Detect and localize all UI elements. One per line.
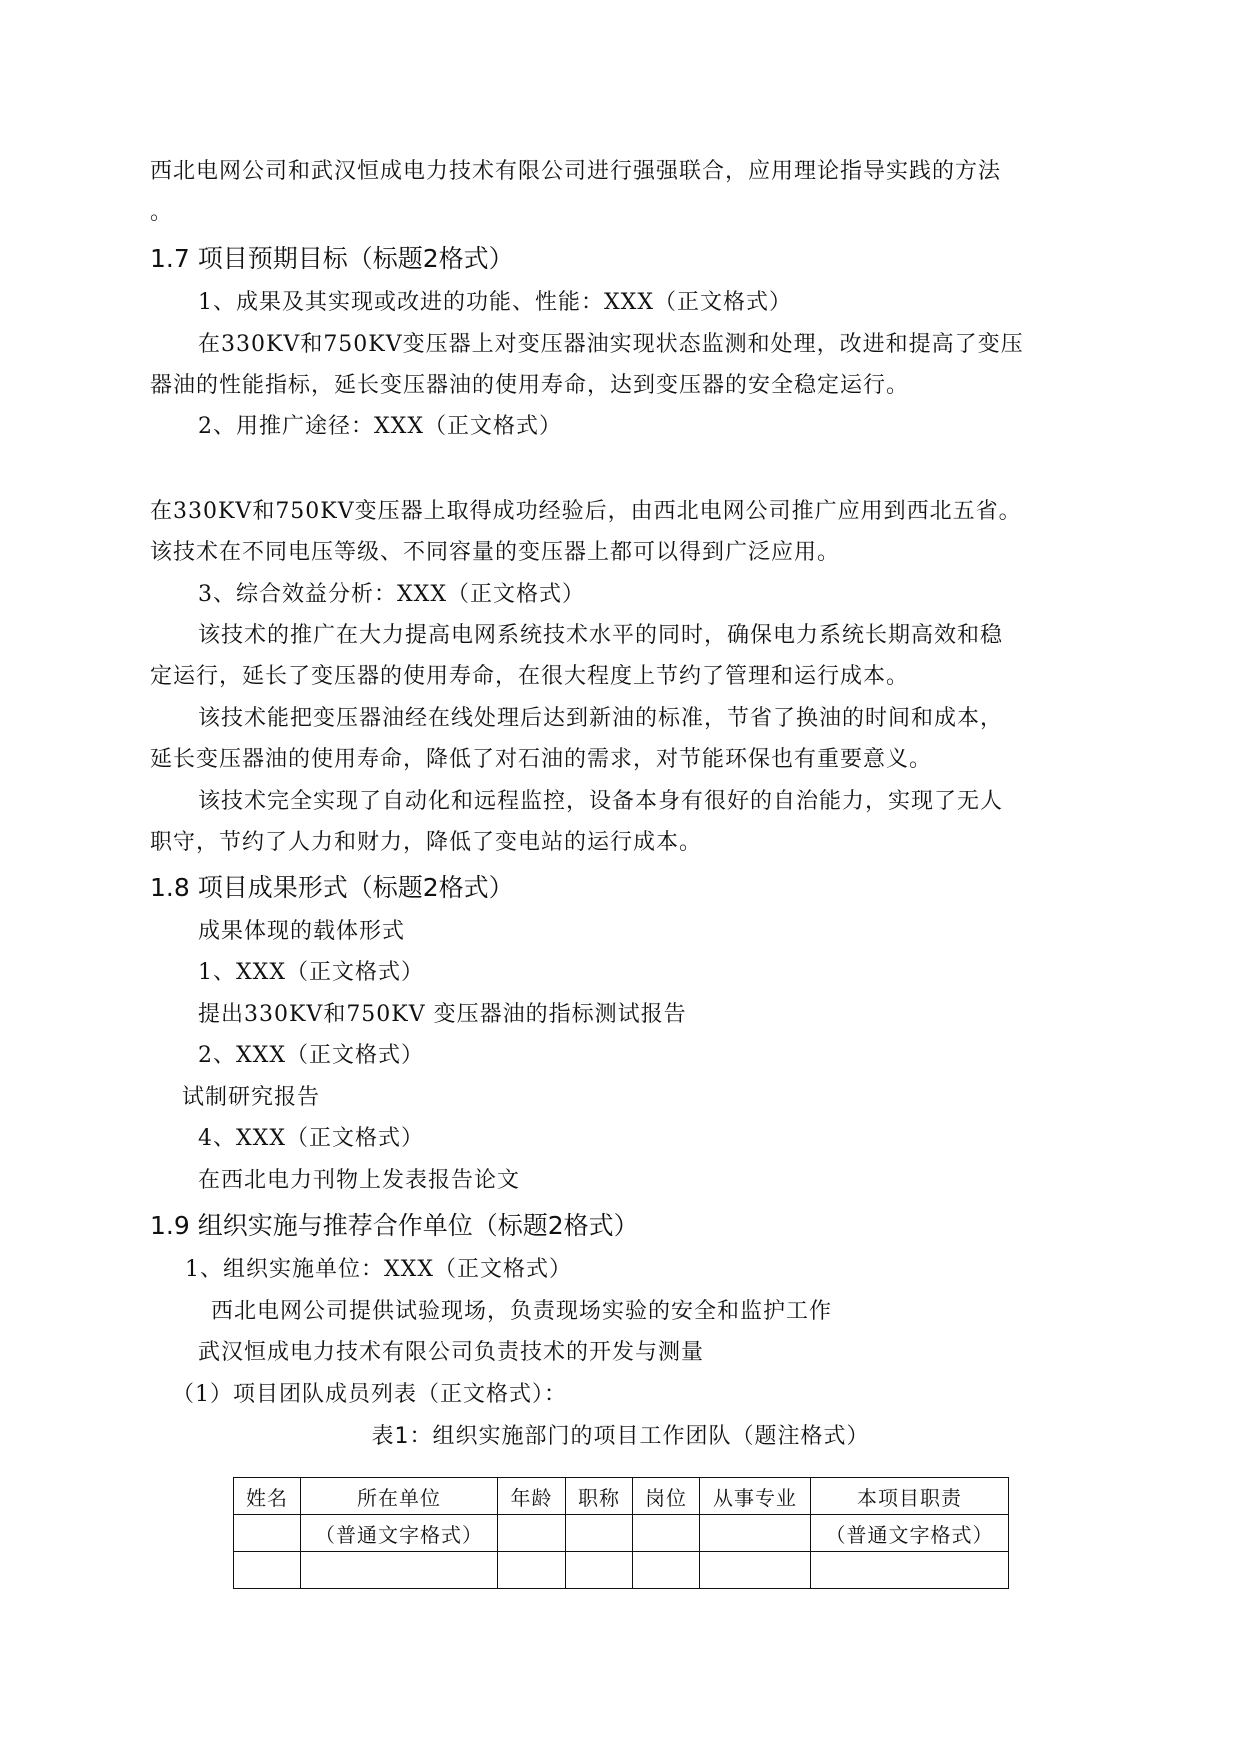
table-row <box>234 1515 1009 1552</box>
team-members-table <box>233 1477 1009 1589</box>
paragraph-line: 该技术完全实现了自动化和远程监控，设备本身有很好的自治能力，实现了无人 <box>198 789 1004 814</box>
paragraph-line: 3、综合效益分析：XXX（正文格式） <box>198 582 585 607</box>
table-cell <box>633 1515 700 1552</box>
paragraph-line: 该技术能把变压器油经在线处理后达到新油的标准，节省了换油的时间和成本， <box>198 706 1004 731</box>
paragraph-line: 延长变压器油的使用寿命，降低了对石油的需求，对节能环保也有重要意义。 <box>150 747 933 772</box>
paragraph-line: 在330KV和750KV变压器上取得成功经验后，由西北电网公司推广应用到西北五省。 <box>150 499 1022 524</box>
paragraph-line: 武汉恒成电力技术有限公司负责技术的开发与测量 <box>198 1340 705 1365</box>
paragraph-line: （1）项目团队成员列表（正文格式）： <box>172 1382 567 1407</box>
paragraph-line: 该技术在不同电压等级、不同容量的变压器上都可以得到广泛应用。 <box>150 540 841 565</box>
table-caption: 表1：组织实施部门的项目工作团队（题注格式） <box>371 1424 870 1449</box>
column-header: 岗位 <box>633 1478 700 1515</box>
table-cell <box>700 1552 811 1589</box>
paragraph-line: 试制研究报告 <box>182 1085 321 1110</box>
paragraph-line: 在330KV和750KV变压器上对变压器油实现状态监测和处理，改进和提高了变压 <box>198 332 1024 357</box>
table-cell <box>234 1515 301 1552</box>
table-cell: （普通文字格式） <box>811 1515 1009 1552</box>
paragraph-line: 器油的性能指标，延长变压器油的使用寿命，达到变压器的安全稳定运行。 <box>150 373 910 398</box>
paragraph-line: 职守，节约了人力和财力，降低了变电站的运行成本。 <box>150 830 703 855</box>
paragraph-line: 。 <box>150 200 174 225</box>
table-cell <box>498 1552 566 1589</box>
paragraph-line: 1、组织实施单位：XXX（正文格式） <box>185 1257 572 1282</box>
paragraph-line: 提出330KV和750KV 变压器油的指标测试报告 <box>198 1002 687 1027</box>
column-header: 职称 <box>566 1478 633 1515</box>
table-row <box>234 1552 1009 1589</box>
column-header: 姓名 <box>234 1478 301 1515</box>
table-cell <box>234 1552 301 1589</box>
paragraph-line: 4、XXX（正文格式） <box>198 1126 424 1151</box>
paragraph-line: 2、用推广途径：XXX（正文格式） <box>198 414 562 439</box>
table-header-row <box>234 1478 1009 1515</box>
paragraph-line: 在西北电力刊物上发表报告论文 <box>198 1168 521 1193</box>
paragraph-line: 2、XXX（正文格式） <box>198 1043 424 1068</box>
column-header: 年龄 <box>498 1478 566 1515</box>
column-header: 本项目职责 <box>811 1478 1009 1515</box>
column-header: 所在单位 <box>301 1478 498 1515</box>
table-cell <box>301 1552 498 1589</box>
section-heading-1-7: 1.7 项目预期目标（标题2格式） <box>150 244 514 273</box>
paragraph-line: 西北电网公司提供试验现场，负责现场实验的安全和监护工作 <box>211 1299 833 1324</box>
paragraph-line: 西北电网公司和武汉恒成电力技术有限公司进行强强联合，应用理论指导实践的方法 <box>150 159 1002 184</box>
table-cell <box>700 1515 811 1552</box>
paragraph-line: 该技术的推广在大力提高电网系统技术水平的同时，确保电力系统长期高效和稳 <box>198 623 1004 648</box>
paragraph-line: 1、XXX（正文格式） <box>198 960 424 985</box>
paragraph-line: 1、成果及其实现或改进的功能、性能：XXX（正文格式） <box>198 290 792 315</box>
paragraph-line: 成果体现的载体形式 <box>198 919 406 944</box>
table-cell <box>498 1515 566 1552</box>
table-cell <box>566 1552 633 1589</box>
paragraph-line: 定运行，延长了变压器的使用寿命，在很大程度上节约了管理和运行成本。 <box>150 664 910 689</box>
section-heading-1-9: 1.9 组织实施与推荐合作单位（标题2格式） <box>150 1211 639 1240</box>
table-cell <box>566 1515 633 1552</box>
table-cell <box>633 1552 700 1589</box>
table-cell <box>811 1552 1009 1589</box>
section-heading-1-8: 1.8 项目成果形式（标题2格式） <box>150 873 514 902</box>
column-header: 从事专业 <box>700 1478 811 1515</box>
table-cell: （普通文字格式） <box>301 1515 498 1552</box>
